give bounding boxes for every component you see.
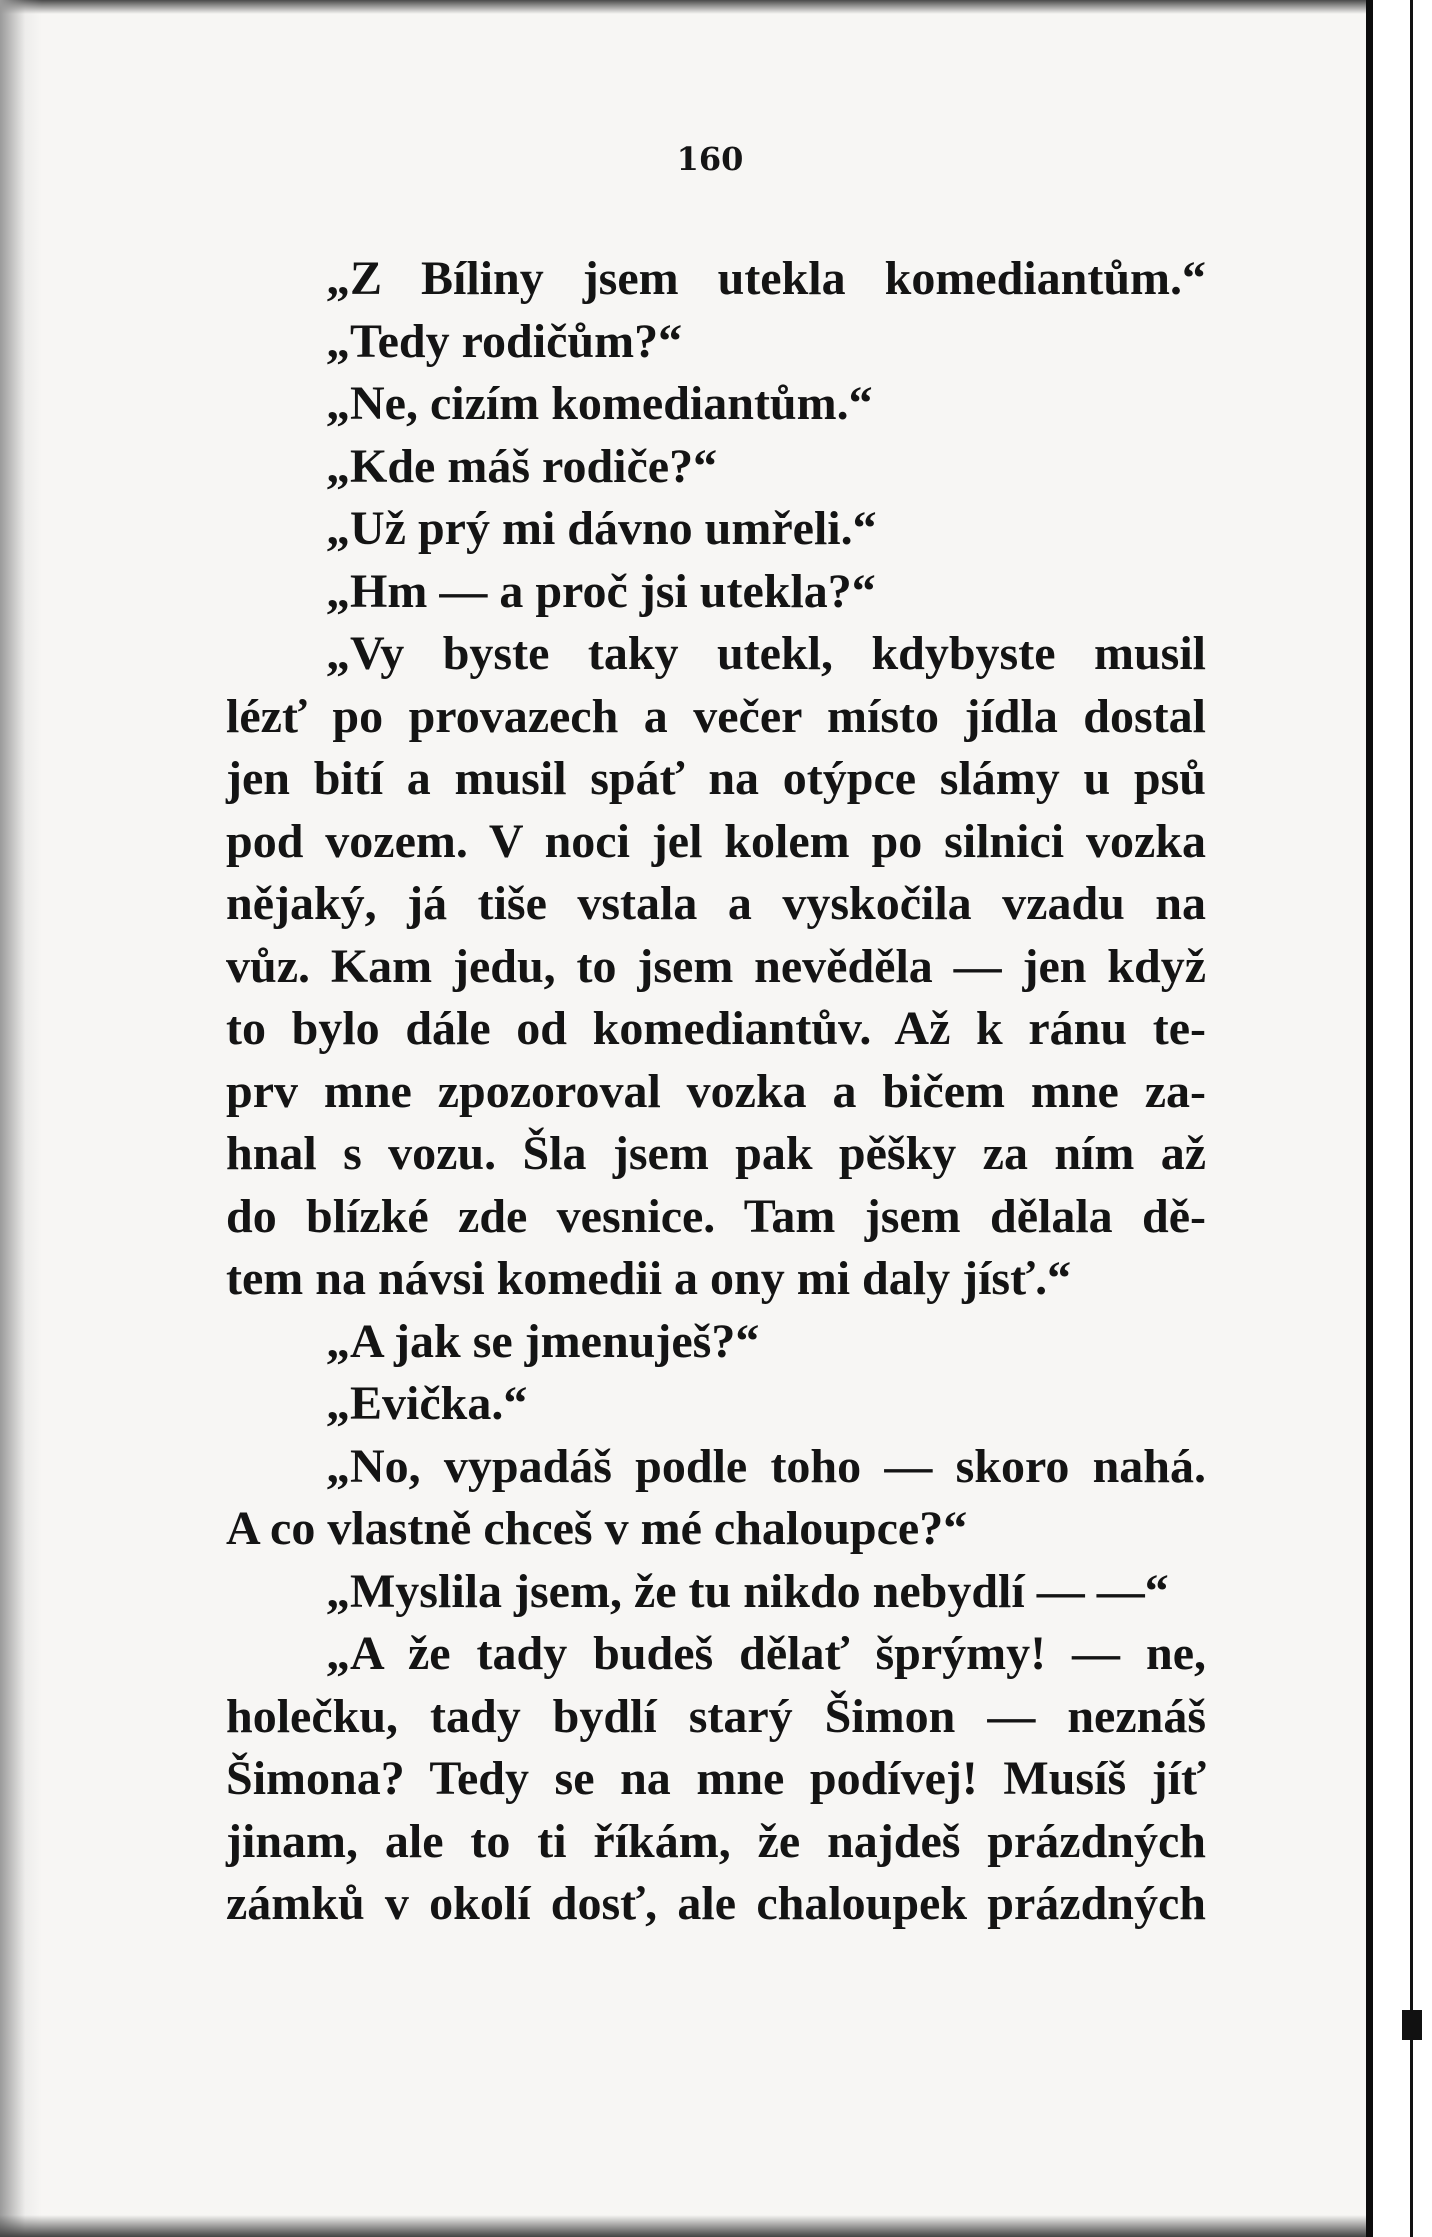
text-line: lézť po provazech a večer místo jídla dostal <box>226 689 1206 743</box>
text-line: „Ne, cizím komediantům.“ <box>326 377 873 430</box>
text-line: jinam, ale to ti říkám, že najdeš prázdných <box>226 1814 1206 1868</box>
left-binding-shadow <box>0 0 42 2237</box>
right-page-edge <box>1366 0 1373 2237</box>
page-number: 160 <box>676 140 744 178</box>
text-line: jen bití a musil spáť na otýpce slámy u psů <box>226 752 1206 805</box>
text-line: to bylo dále od komediantův. Až k ránu te- <box>226 1002 1206 1055</box>
text-line: hnal s vozu. Šla jsem pak pěšky za ním až <box>226 1127 1206 1180</box>
text-line: „Už prý mi dávno umřeli.“ <box>326 502 877 555</box>
text-line: vůz. Kam jedu, to jsem nevěděla — jen když <box>226 939 1206 993</box>
top-scan-shadow <box>0 0 1432 14</box>
edge-mark <box>1402 2010 1422 2040</box>
text-line: „Z Bíliny jsem utekla komediantům.“ <box>326 252 1206 305</box>
text-line: „No, vypadáš podle toho — skoro nahá. <box>326 1439 1206 1493</box>
text-line: „A jak se jmenuješ?“ <box>326 1314 760 1368</box>
text-line: do blízké zde vesnice. Tam jsem dělala dě- <box>226 1189 1206 1243</box>
text-line: „Kde máš rodiče?“ <box>326 439 718 493</box>
body-text <box>226 248 1206 1936</box>
text-line: prv mne zpozoroval vozka a bičem mne za- <box>226 1064 1206 1118</box>
text-line: „A že tady budeš dělať šprýmy! — ne, <box>326 1627 1206 1680</box>
text-line: pod vozem. V noci jel kolem po silnici vozka <box>226 814 1206 868</box>
text-line: holečku, tady bydlí starý Šimon — neznáš <box>226 1689 1206 1743</box>
text-line: „Hm — a proč jsi utekla?“ <box>326 564 876 618</box>
bottom-scan-shadow <box>0 2215 1366 2237</box>
text-line: „Myslila jsem, že tu nikdo nebydlí — —“ <box>326 1564 1169 1618</box>
text-line: „Evička.“ <box>326 1377 528 1430</box>
text-line: Šimona? Tedy se na mne podívej! Musíš jíť <box>226 1752 1206 1805</box>
text-line: A co vlastně chceš v mé chaloupce?“ <box>226 1502 968 1555</box>
text-line: „Tedy rodičům?“ <box>326 314 683 368</box>
text-line: tem na návsi komedii a ony mi daly jísť.“ <box>226 1252 1072 1305</box>
text-line: „Vy byste taky utekl, kdybyste musil <box>326 627 1206 680</box>
text-line: zámků v okolí dosť, ale chaloupek prázdných <box>226 1877 1206 1930</box>
scan-margin <box>1373 0 1432 2237</box>
next-page-edge <box>1410 0 1413 2237</box>
text-line: nějaký, já tiše vstala a vyskočila vzadu na <box>226 877 1206 930</box>
